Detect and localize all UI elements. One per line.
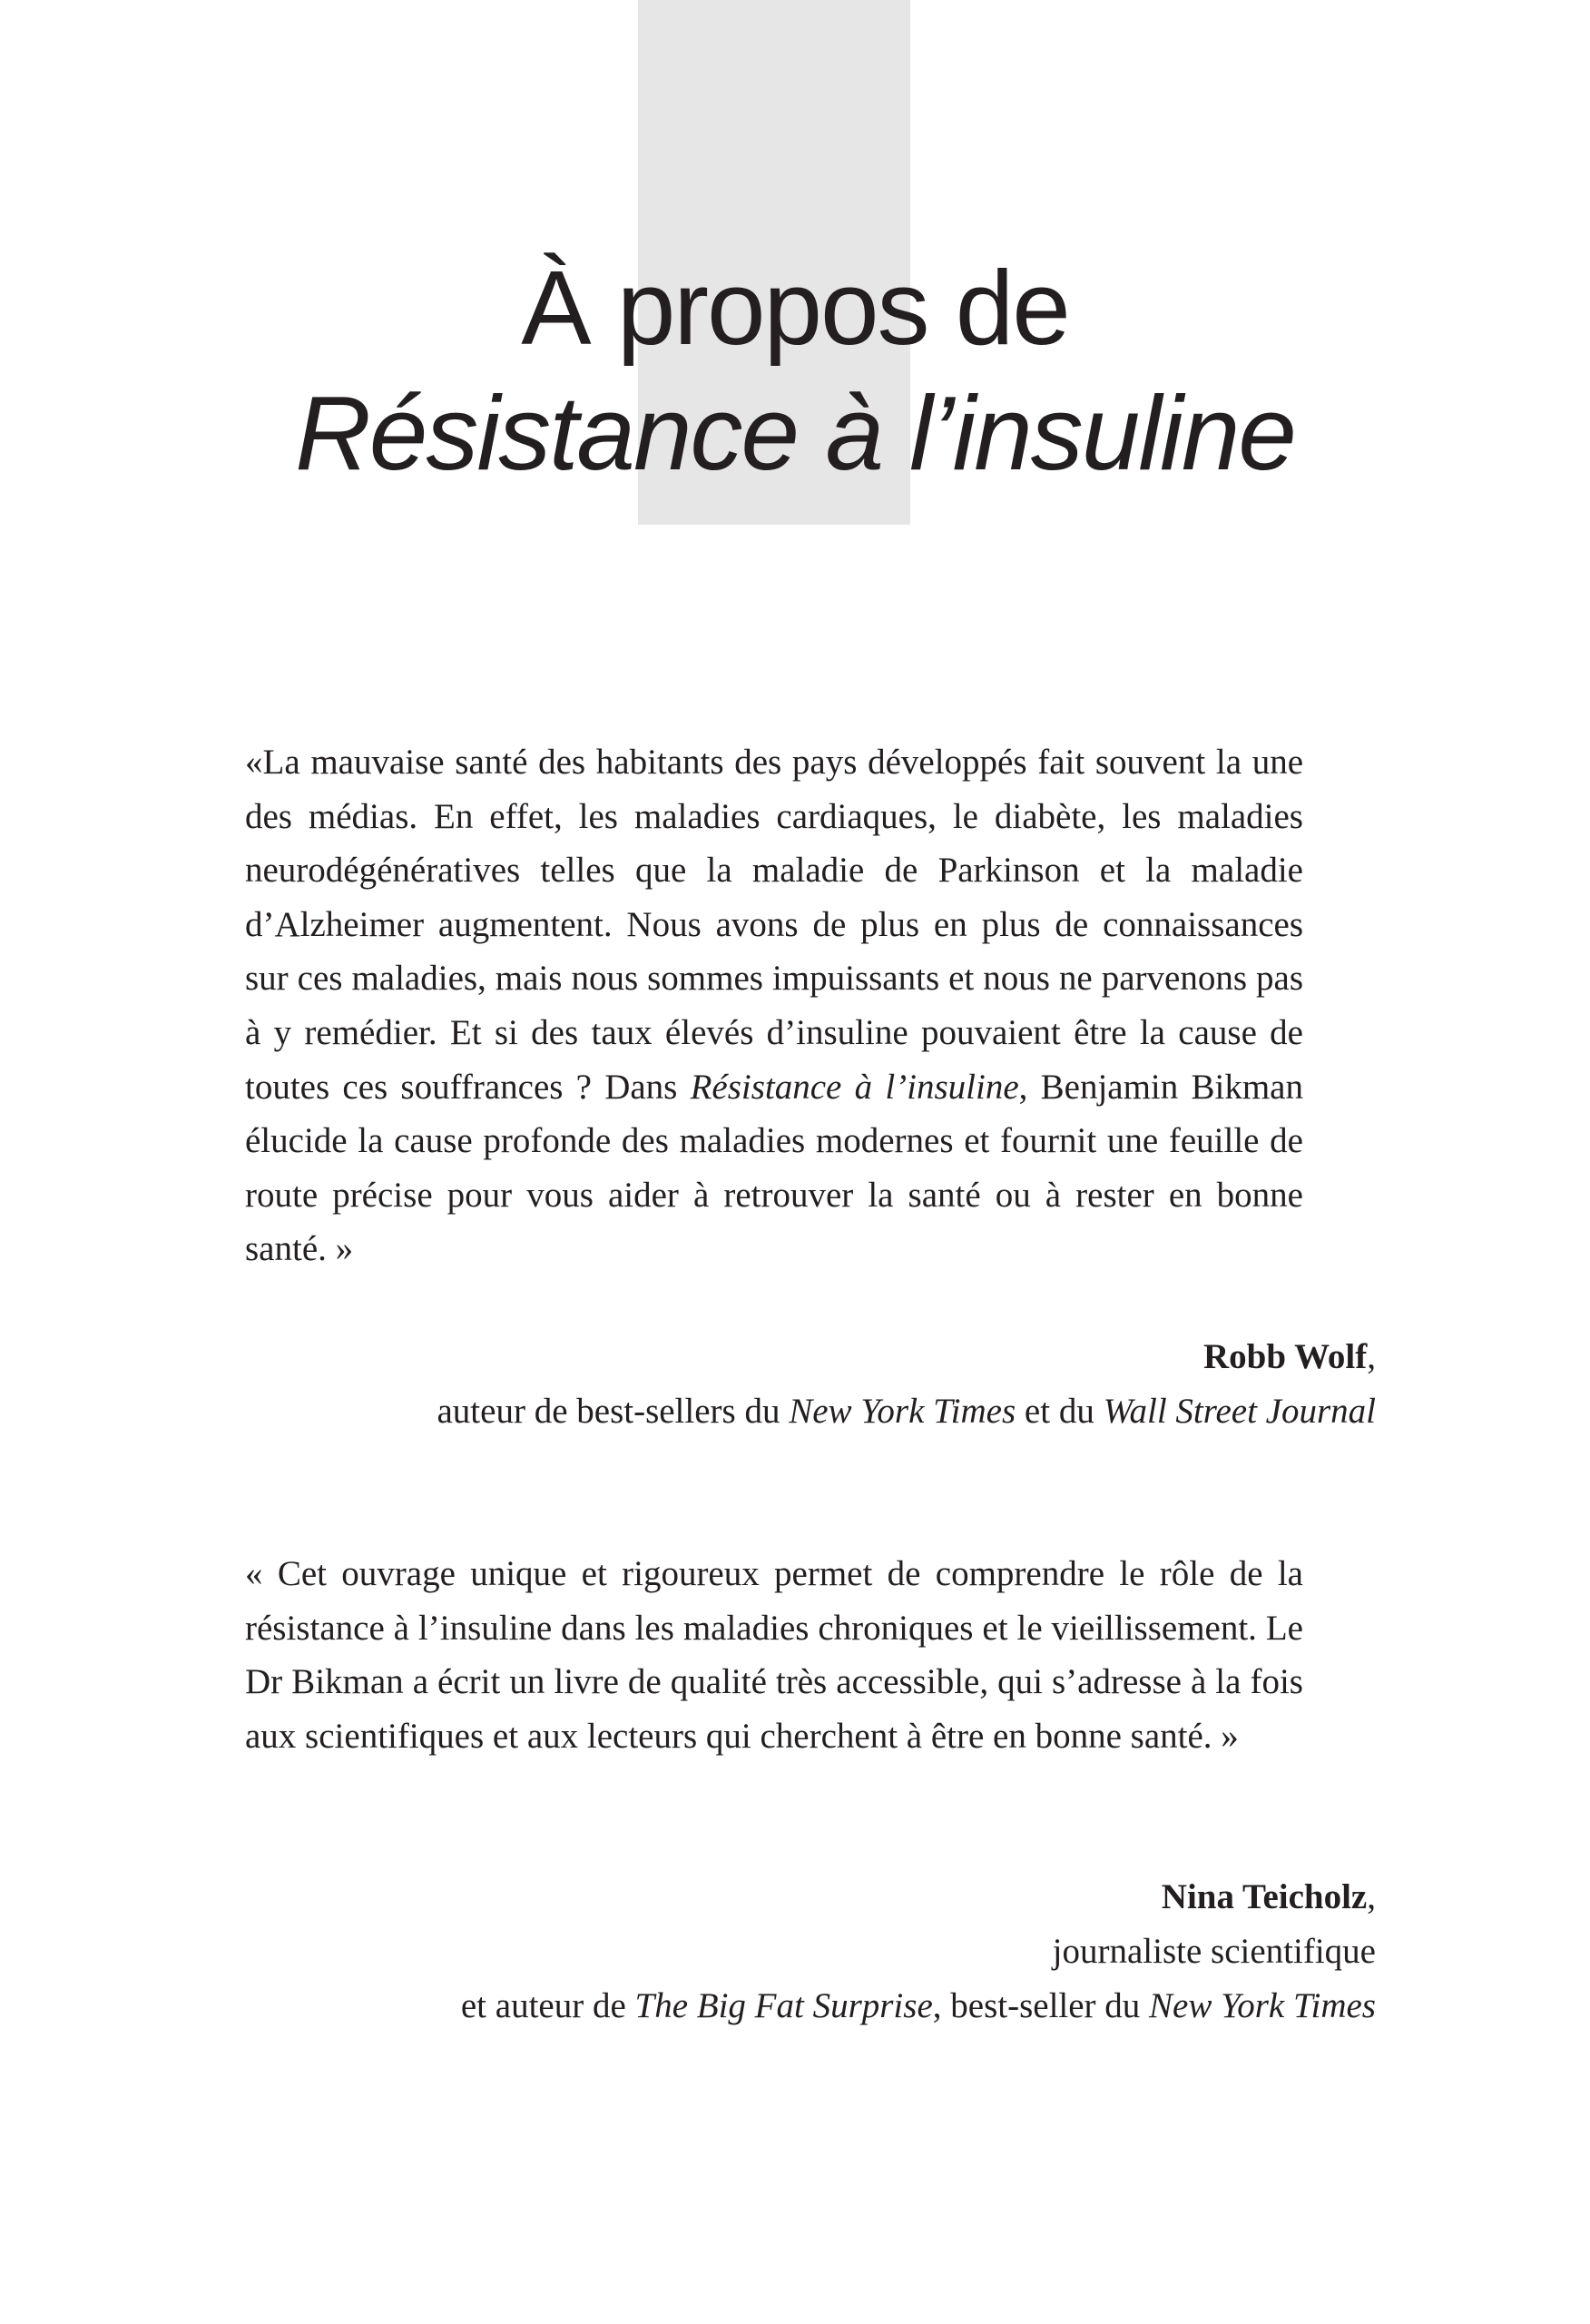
attribution-author-name: Robb Wolf — [1202, 1337, 1368, 1376]
quote-text: «La mauvaise santé des habitants des pays développés fait souvent la une des médias. En effet, les maladies cardiaques, le diabète, les maladies neurodégénératives telles que la maladie de Parkinson et la maladie d’Alzheimer augmentent. Nous avons de plus en plus de connaissances sur ces maladies, mais nous sommes impuissants et nous ne parvenons pas à y remédier. Et si des taux élevés d’insuline pouvaient être la cause de toutes ces souffrances ? Dans — [245, 743, 1303, 1107]
testimonial-attribution-robb-wolf — [196, 1330, 1376, 1439]
attribution-role: journaliste scientifique — [1052, 1932, 1376, 1971]
attribution-punct: , — [1367, 1337, 1376, 1376]
attribution-punct: , — [1367, 1877, 1376, 1916]
page-title-book-name: Résistance à l’insuline — [295, 374, 1295, 492]
attribution-role-text: , best-seller du — [932, 1986, 1150, 2025]
quote-book-title: Résistance à l’insuline — [690, 1067, 1019, 1107]
publication-name: New York Times — [789, 1392, 1016, 1431]
attribution-role-text: et auteur de — [460, 1986, 635, 2025]
attribution-role-text: auteur de best-sellers du — [437, 1392, 790, 1431]
page-title-line-1: À propos de — [521, 249, 1069, 367]
page-title — [0, 245, 1590, 496]
attribution-role — [196, 1979, 1376, 2034]
testimonial-quote-robb-wolf — [245, 735, 1303, 1276]
publication-name: Wall Street Journal — [1103, 1392, 1376, 1431]
book-title: The Big Fat Surprise — [634, 1986, 933, 2025]
testimonial-quote-nina-teicholz: « Cet ouvrage unique et rigoureux permet de comprendre le rôle de la résistance à l’insuline dans les maladies chroniques et le vieillissement. Le Dr Bikman a écrit un livre de qualité très accessible, qui s’adresse à la fois aux scientifiques et aux lecteurs qui cherchent à être en bonne santé. » — [245, 1554, 1303, 1756]
attribution-author-line — [196, 1330, 1376, 1384]
attribution-role — [196, 1384, 1376, 1439]
testimonial-attribution-nina-teicholz — [196, 1870, 1376, 2034]
attribution-role-text: et du — [1016, 1392, 1104, 1431]
publication-name: New York Times — [1149, 1986, 1376, 2025]
quote-text: , Benjamin Bikman élucide la cause profonde des maladies modernes et fournit une feuille de route précise pour vous aider à retrouver la santé ou à rester en bonne santé. » — [245, 1067, 1303, 1269]
attribution-author-line — [196, 1870, 1376, 1925]
attribution-author-name: Nina Teicholz — [1161, 1877, 1368, 1916]
